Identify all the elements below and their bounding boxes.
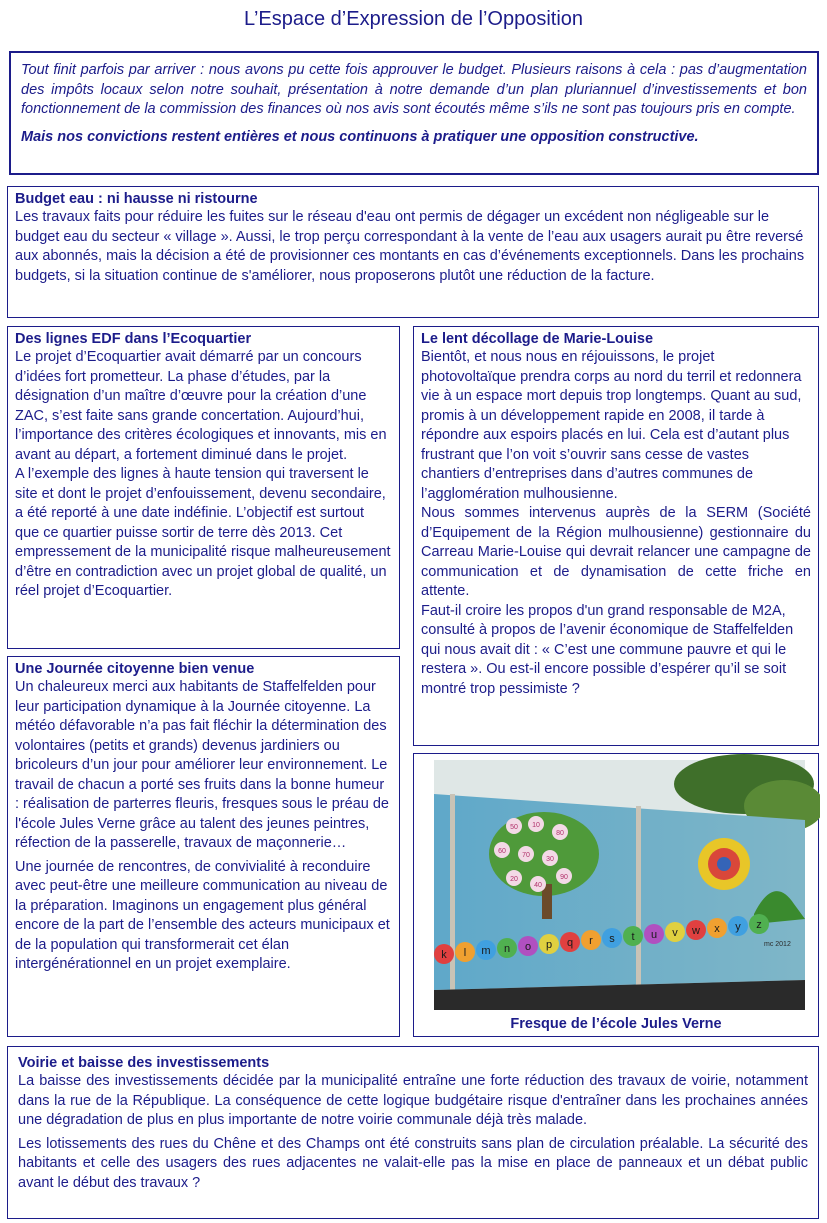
painted-snail-center <box>717 857 731 871</box>
budget-eau-heading: Budget eau : ni hausse ni ristourne <box>15 191 258 207</box>
intro-box <box>9 51 819 175</box>
number-label: 10 <box>532 822 540 829</box>
alphabet-letter: w <box>692 925 700 937</box>
number-label: 60 <box>498 848 506 855</box>
voirie-paragraph-1: La baisse des investissements décidée par la municipalité entraîne une forte réduction des travaux de voirie, notamment dans la rue de la République. La conséquence de cette logique budgétaire risque d'entraîner dans les prochaines années une dégradation de plus en plus importante de notre voirie communale déjà très malade. <box>18 1073 808 1128</box>
fresque-photo-box <box>413 753 819 1037</box>
number-label: 50 <box>510 824 518 831</box>
number-label: 40 <box>534 882 542 889</box>
lignes-edf-heading: Des lignes EDF dans l’Ecoquartier <box>15 331 252 347</box>
page-title: L’Espace d’Expression de l’Opposition <box>243 8 584 30</box>
marie-louise-heading: Le lent décollage de Marie-Louise <box>421 331 654 347</box>
number-label: 20 <box>510 876 518 883</box>
alphabet-letter: p <box>545 939 553 951</box>
fresque-photo <box>414 754 820 1038</box>
alphabet-letter: u <box>650 929 658 941</box>
lignes-edf-paragraph-1: Le projet d’Ecoquartier avait démarré par un concours d’idées fort prometteur. La phase d’études, par la désignation d’un maître d’œuvre pour la création d’une ZAC, s’est faite sans grande concertation. Aujourd’hui, l’importance des critères écologiques et innovants, mis en avant au départ, a fortement diminué dans le projet. <box>15 349 387 463</box>
journee-paragraph-2: Une journée de rencontres, de convivialité à reconduire avec peut-être une meilleure communication au niveau de la préparation. Imaginons un engagement plus général encore de la part de l’ensemble des acteurs municipaux et de la population qui transformerait cet élan intergénérationnel en un projet exemplaire. <box>15 858 390 972</box>
painted-wall <box>434 794 805 990</box>
pillar-2 <box>636 806 641 986</box>
marie-louise-article <box>413 326 819 746</box>
alphabet-letter: m <box>481 945 491 957</box>
marie-louise-paragraph-2: Nous sommes intervenus auprès de la SERM (Société d’Equipement de la Région mulhousienne) gestionnaire du Carreau Marie-Louise qui devrait relancer une campagne de communication et de dynamisation de cette friche en attente. <box>421 505 811 599</box>
number-label: 70 <box>522 852 530 859</box>
alphabet-letter: n <box>503 943 511 955</box>
alphabet-letter: s <box>609 933 615 945</box>
number-label: 30 <box>546 856 554 863</box>
intro-paragraph: Tout finit parfois par arriver : nous avons pu cette fois approuver le budget. Plusieurs raisons à cela : pas d’augmentation des impôts locaux selon notre souhait, présentation à notre demande d’un plan pluriannuel d’investissements et bon fonctionnement de la commission des finances où nos avis sont écoutés même s’ils ne sont pas toujours pris en compte. <box>21 62 807 117</box>
fresque-signature: mc 2012 <box>764 941 791 948</box>
alphabet-letter: q <box>566 937 574 949</box>
alphabet-letter: o <box>524 941 532 953</box>
alphabet-letter: x <box>714 923 720 935</box>
alphabet-letter: r <box>589 935 593 947</box>
alphabet-letter: l <box>463 947 467 959</box>
voirie-article <box>7 1046 819 1219</box>
marie-louise-paragraph-3: Faut-il croire les propos d'un grand responsable de M2A, consulté à propos de l’avenir économique de Staffelfelden qui nous avait dit : « C’est une commune pauvre et qui le restera ». Ou est-il encore possible d’espérer qu’il se soit montré trop pessimiste ? <box>421 602 794 697</box>
alphabet-letter: t <box>631 931 635 943</box>
number-label: 90 <box>560 874 568 881</box>
budget-eau-text: Les travaux faits pour réduire les fuites sur le réseau d'eau ont permis de dégager un excédent non négligeable sur le budget eau du secteur « village ». Aussi, le trop perçu correspondant à la vente de l’eau aux usagers aurait pu être reversé aux abonnés, mais la décision a été de provisionner ces montants en cas d’événements exceptionnels. Dans les prochains budgets, si la situation continue de s'améliorer, nous proposerons plutôt une réduction de la facture. <box>15 209 805 284</box>
marie-louise-paragraph-1: Bientôt, et nous nous en réjouissons, le projet photovoltaïque prendra corps au nord du terril et redonnera vie à un espace mort depuis trop longtemps. Quant au sud, promis à un développement rapide en 2008, il tarde à répondre aux espoirs placés en lui. Cela est d’autant plus frustrant que l’on voit s’ouvrir sans cesse de vastes chantiers d’entreprises dans d’autres communes de l’agglomération mulhousienne. <box>421 349 802 502</box>
number-label: 80 <box>556 830 564 837</box>
journee-heading: Une Journée citoyenne bien venue <box>15 661 255 677</box>
intro-conclusion: Mais nos convictions restent entières et nous continuons à pratiquer une opposition constructive. <box>21 128 699 145</box>
voirie-heading: Voirie et baisse des investissements <box>18 1055 270 1071</box>
photo-caption: Fresque de l’école Jules Verne <box>510 1016 722 1032</box>
alphabet-letter: k <box>441 949 447 961</box>
alphabet-letter: y <box>735 921 741 933</box>
lignes-edf-paragraph-2: A l’exemple des lignes à haute tension qui traversent le site et dont le projet d’enfouissement, devenu secondaire, a été reporté à une date indéfinie. L’objectif est surtout que ce quartier puisse sortir de terre dès 2013. Cet empressement de la municipalité risque malheureusement d’être en contradiction avec un projet global de qualité, un réel projet d’Ecoquartier. <box>15 466 391 599</box>
pillar <box>450 794 455 994</box>
voirie-paragraph-2: Les lotissements des rues du Chêne et des Champs ont été construits sans plan de circulation préalable. La sécurité des habitants et celle des usagers des rues adjacentes ne valait-elle pas la mise en place de panneaux et un débat public avant le début des travaux ? <box>18 1135 808 1191</box>
budget-eau-article <box>7 186 819 318</box>
lignes-edf-article <box>7 326 400 649</box>
alphabet-letter: v <box>672 927 678 939</box>
alphabet-letter: z <box>756 919 762 931</box>
journee-citoyenne-article <box>7 656 400 1037</box>
journee-paragraph-1: Un chaleureux merci aux habitants de Staffelfelden pour leur participation dynamique à la Journée citoyenne. La météo défavorable n’a pas fait fléchir la détermination des volontaires (petits et grands) devenus jardiniers ou bricoleurs d’un jour pour améliorer leur environnement. Le travail de chacun a porté ses fruits dans la bonne humeur : réalisation de parterres fleuris, fresques sous le préau de l'école Jules Verne grâce au talent des jeunes peintres, réfection de la passerelle, travaux de maçonnerie… <box>15 679 389 851</box>
